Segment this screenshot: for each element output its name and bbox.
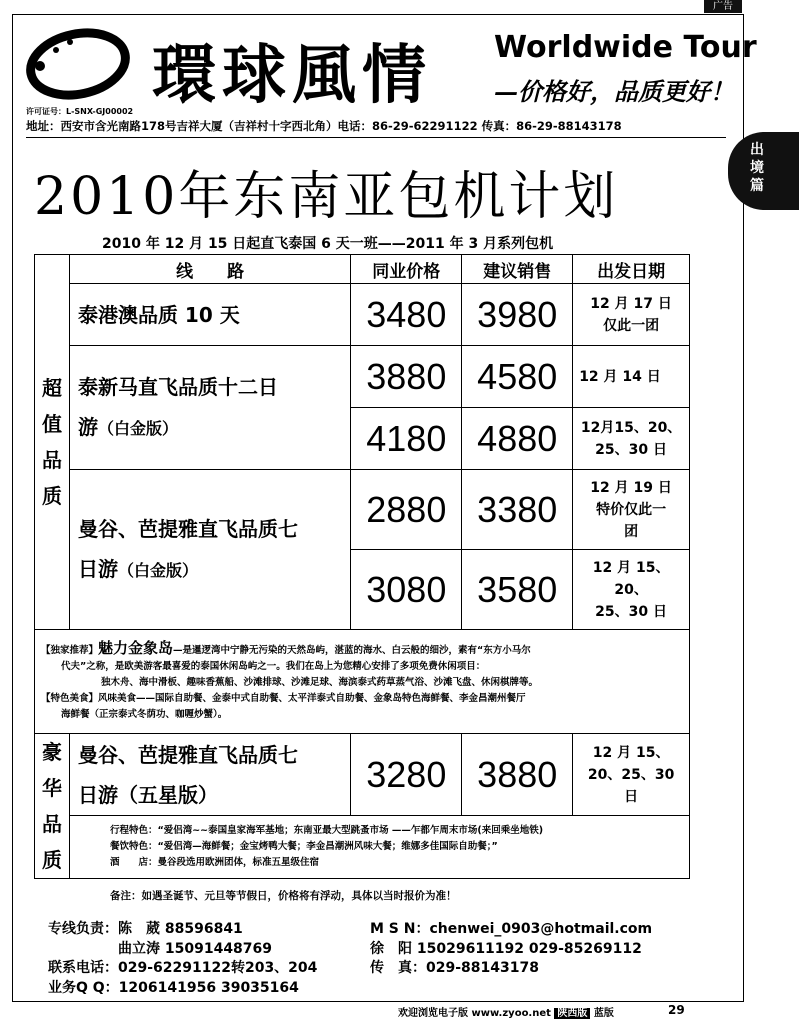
slogan: —价格好，品质更好！ [494,77,734,106]
luxury-notes: 行程特色：“爱侣湾~~泰国皇家海军基地；东南亚最大型跳蚤市场 ——乍都乍周末市场(来回乘坐地铁) 餐饮特色：“爱侣湾—海鲜餐；金宝烤鸭大餐；李金昌潮洲风味大餐；维娜多佳国际自助餐；” 酒 店：曼谷段选用欧洲团体，标准五星级住宿 [69,816,689,879]
charter-table [34,254,690,879]
departure-date: 12 月 15、 20、25、30 日 [573,734,690,816]
route-name: 泰新马直飞品质十二日 游（白金版） [69,346,350,470]
contact-line: 传 真：029-88143178 [370,960,539,976]
table-row [35,470,690,550]
category-luxury: 豪 华 品 质 [35,734,70,879]
remark: 备注：如遇圣诞节、元旦等节假日，价格将有浮动，具体以当时报价为准！ [110,890,457,902]
feature-notes: 【独家推荐】魅力金象岛—是暹逻湾中宁静无污染的天然岛屿，湛蓝的海水、白云般的细沙，素有“东方小马尔 代夫”之称，是欧美游客最喜爱的泰国休闲岛屿之一。我们在岛上为您精心安排了多项免费休闲项目： 独木舟、海中滑板、趣味香蕉船、沙滩排球、沙滩足球、海滨泰式药草蒸气浴、沙滩飞盘、休闲棋牌等。 【特色美食】风味美食——国际自助餐、金泰中式自助餐、太平洋泰式自助餐、金象岛特色海鲜餐、李金昌潮州餐厅 海鲜餐（正宗泰式冬荫功、咖喱炒蟹）。 [35,630,690,734]
ad-tag: 广告 [704,0,742,13]
contact-line: 业务Q Q：1206141956 39035164 [48,979,299,996]
trade-price: 3880 [351,346,462,408]
retail-price: 4580 [462,346,573,408]
departure-date: 12 月 17 日 仅此一团 [573,284,690,346]
trade-price: 2880 [351,470,462,550]
departure-date: 12月15、20、 25、30 日 [573,408,690,470]
section-tab-char: 篇 [750,178,764,194]
contact-line: 徐 阳 15029611192 029-85269112 [370,940,642,957]
table-row [35,284,690,346]
page-subtitle: 2010 年 12 月 15 日起直飞泰国 6 天一班——2011 年 3 月系列包机 [102,236,554,252]
retail-price: 3380 [462,470,573,550]
route-name: 曼谷、芭提雅直飞品质七 日游（五星版） [69,734,350,816]
column-header: 线 路 [69,255,350,284]
column-header: 出发日期 [573,255,690,284]
section-tab [728,132,799,210]
contact-line: 联系电话：029-62291122转203、204 [48,960,318,976]
category-value: 超 值 品 质 [35,255,70,630]
contact-line: 专线负责：陈 葳 88596841 [48,921,243,937]
departure-date: 12 月 15、 20、 25、30 日 [573,550,690,630]
section-tab-char: 境 [750,160,764,176]
trade-price: 4180 [351,408,462,470]
column-header: 同业价格 [351,255,462,284]
contacts-right [370,920,652,979]
route-name: 曼谷、芭提雅直飞品质七 日游（白金版） [69,470,350,630]
trade-price: 3280 [351,734,462,816]
notes-row [35,816,690,879]
page-title: 2010年东南亚包机计划 [34,167,619,227]
notes-row [35,630,690,734]
address-line: 地址：西安市含光南路178号吉祥大厦（吉祥村十字西北角）电话：86-29-62291122 传真：86-29-88143178 [26,119,622,133]
globe-logo-icon [26,26,130,102]
section-tab-char: 出 [750,142,764,158]
contact-line: M S N：chenwei_0903@hotmail.com [370,921,653,937]
contacts-left [48,920,317,998]
footer-text: 欢迎浏览电子版 www.zyoo.net [398,1008,551,1019]
retail-price: 3580 [462,550,573,630]
column-header: 建议销售 [462,255,573,284]
brand-name-cn: 環球風情 [152,38,432,113]
edition-tag: 陕西版 [554,1008,590,1019]
contact-line: 曲立涛 15091448769 [48,940,273,957]
brand-name-en: Worldwide Tour [494,30,757,65]
edition-label: 蓝版 [593,1008,614,1019]
route-name: 泰港澳品质 10 天 [69,284,350,346]
table-row [35,346,690,408]
page-number: 29 [668,1003,685,1017]
divider [26,137,726,138]
retail-price: 3980 [462,284,573,346]
departure-date: 12 月 14 日 [573,346,690,408]
table-header-row [35,255,690,284]
trade-price: 3480 [351,284,462,346]
retail-price: 3880 [462,734,573,816]
departure-date: 12 月 19 日 特价仅此一 团 [573,470,690,550]
trade-price: 3080 [351,550,462,630]
retail-price: 4880 [462,408,573,470]
table-row [35,734,690,816]
permit-number: 许可证号：L-SNX-GJ00002 [26,107,134,116]
